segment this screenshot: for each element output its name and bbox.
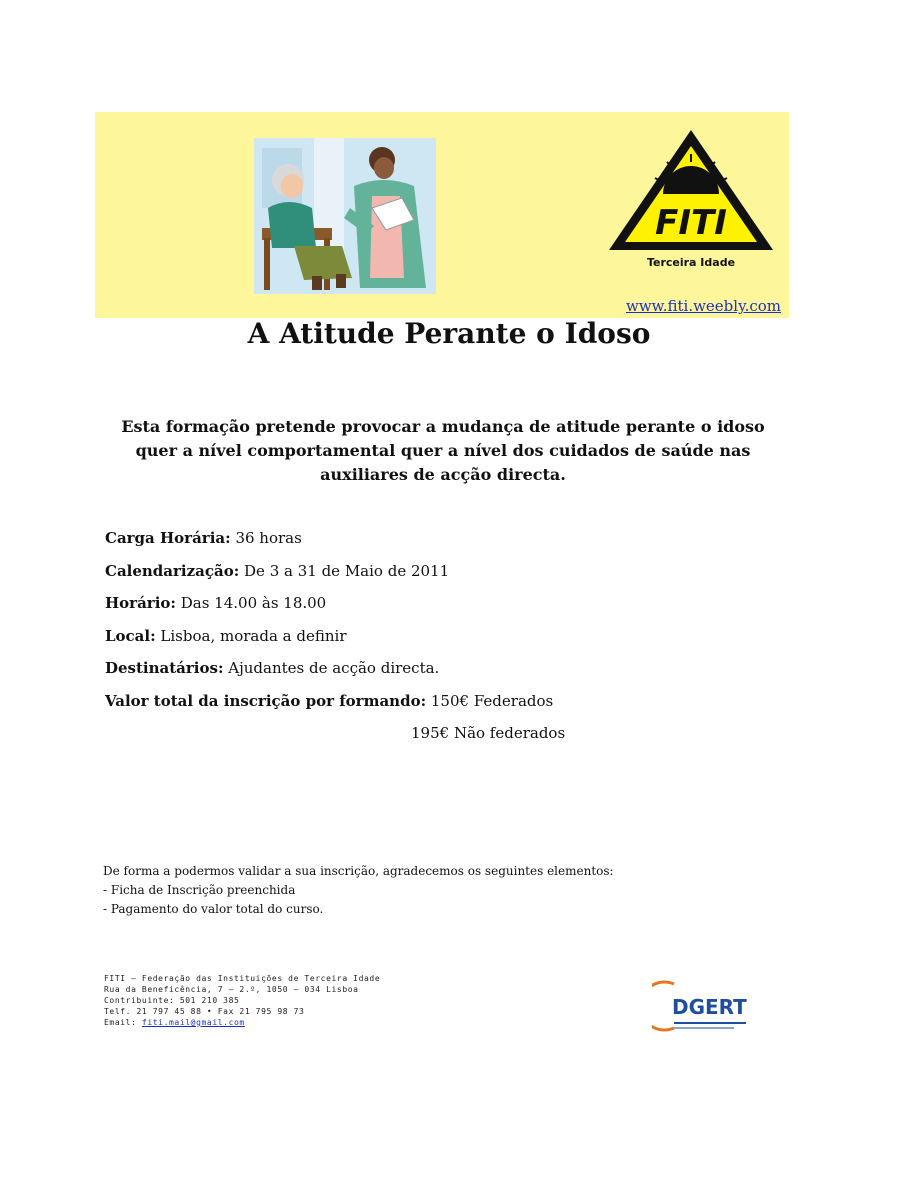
caregiver-elderly-illustration <box>254 138 436 294</box>
fiti-logo <box>601 122 781 272</box>
course-details <box>105 527 553 723</box>
detail-value: Lisboa, morada a definir <box>160 626 347 645</box>
footer-email-line <box>104 1017 380 1028</box>
detail-label: Local: <box>105 626 156 645</box>
detail-price <box>105 690 553 723</box>
footer-email-label: Email: <box>104 1018 137 1027</box>
detail-label: Valor total da inscrição por formando: <box>105 691 427 710</box>
notes-intro: De forma a podermos validar a sua inscrição, agradecemos os seguintes elementos: <box>103 864 614 878</box>
detail-value: 36 horas <box>235 529 302 547</box>
logo-wordmark: FITI <box>655 203 727 243</box>
detail-label: Destinatários: <box>105 659 224 678</box>
page-title: A Atitude Perante o Idoso <box>247 317 651 350</box>
footer-email-link[interactable]: fiti.mail@gmail.com <box>141 1018 245 1027</box>
course-description: Esta formação pretende provocar a mudança de atitude perante o idoso quer a nível comportamental quer a nível dos cuidados de saúde nas auxiliares de acção directa. <box>121 417 765 484</box>
detail-value: Das 14.00 às 18.00 <box>180 594 327 613</box>
footer-contact <box>104 973 380 1028</box>
dgert-wordmark: DGERT <box>672 995 747 1019</box>
detail-workload <box>105 527 553 560</box>
notes-item: - Pagamento do valor total do curso. <box>103 902 324 916</box>
logo-bottom-text: Terceira Idade <box>646 256 736 269</box>
footer-line: FITI – Federação das Instituições de Terceira Idade <box>104 974 381 983</box>
footer-line: Telf. 21 797 45 88 • Fax 21 795 98 73 <box>104 1007 305 1016</box>
dgert-logo <box>652 978 752 1034</box>
detail-label: Horário: <box>105 594 176 613</box>
footer-line: Rua da Beneficência, 7 – 2.º, 1050 – 034 Lisboa <box>104 985 359 994</box>
notes-item: - Ficha de Inscrição preenchida <box>103 883 296 897</box>
footer-line: Contribuinte: 501 210 385 <box>104 996 240 1005</box>
detail-schedule-dates <box>105 560 553 593</box>
detail-label: Carga Horária: <box>105 529 231 547</box>
detail-value: 150€ Federados <box>430 691 554 710</box>
detail-value: Ajudantes de acção directa. <box>228 659 440 678</box>
website-link[interactable]: www.fiti.weebly.com <box>625 297 781 315</box>
detail-location <box>105 625 553 658</box>
detail-hours <box>105 592 553 625</box>
detail-label: Calendarização: <box>105 561 240 580</box>
detail-audience <box>105 657 553 690</box>
registration-notes <box>103 862 614 919</box>
detail-value: De 3 a 31 de Maio de 2011 <box>244 561 450 580</box>
detail-price-non-member: 195€ Não federados <box>411 724 566 742</box>
